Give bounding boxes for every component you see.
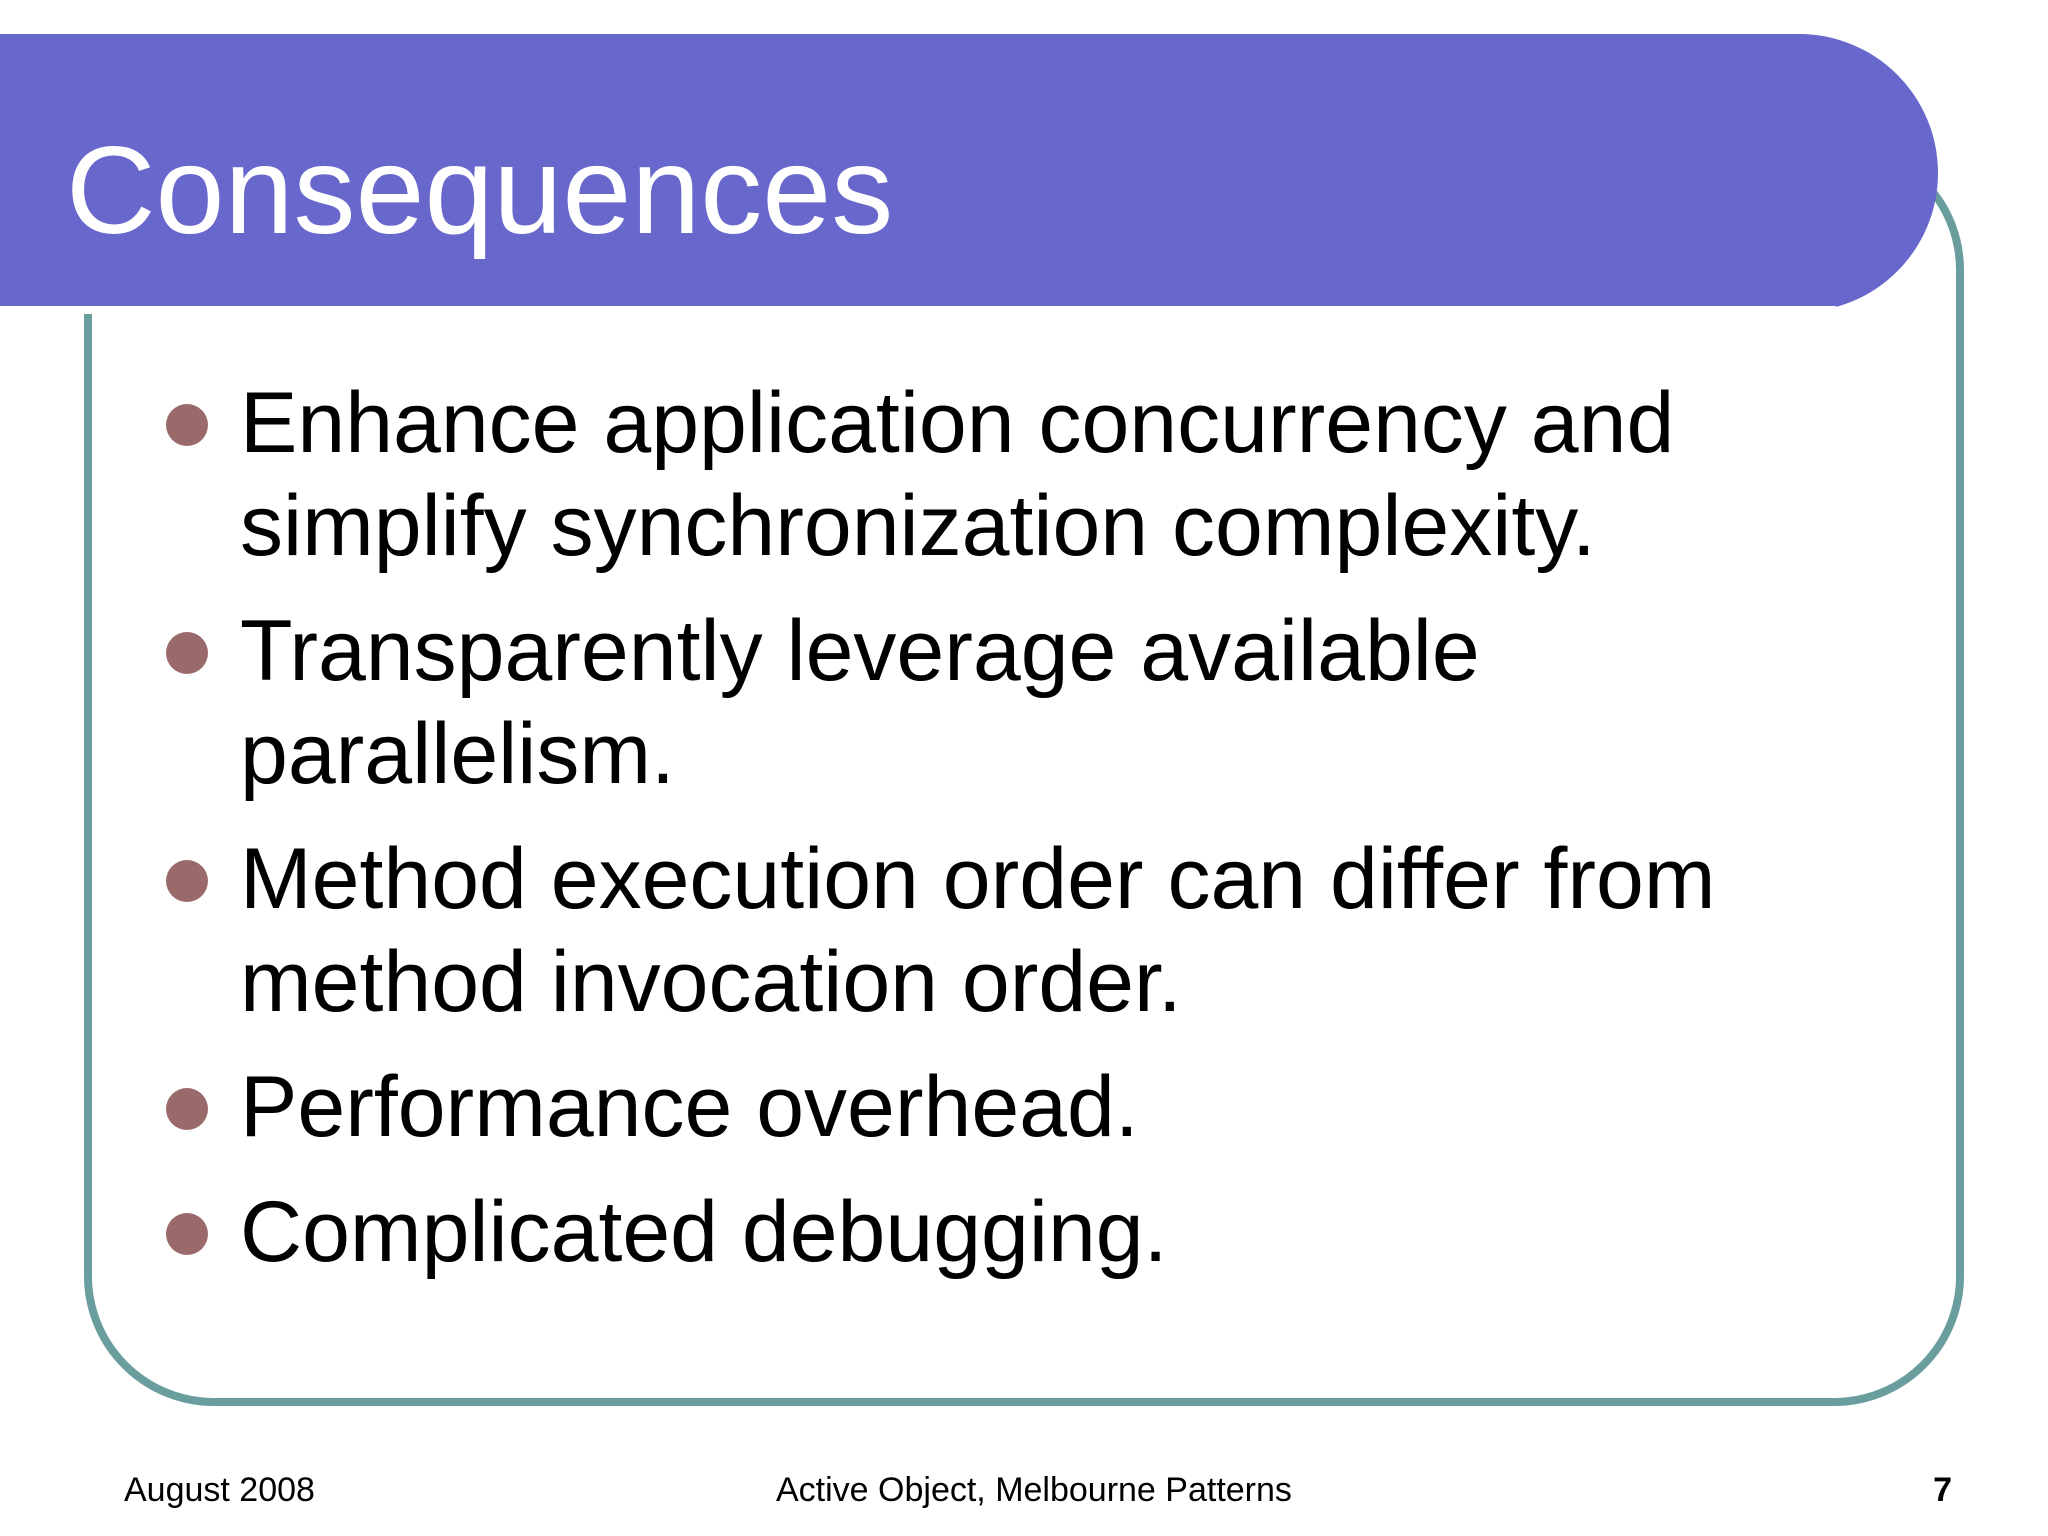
footer-presentation-name: Active Object, Melbourne Patterns <box>776 1471 1292 1509</box>
bullet-dot-icon <box>166 632 208 674</box>
bullet-text: Enhance application concurrency and simplify synchronization complexity. <box>240 375 1675 574</box>
page-number: 7 <box>1933 1471 1952 1509</box>
title-underline <box>0 306 1836 314</box>
bullet-text: Transparently leverage available parallelism. <box>240 603 1480 802</box>
bullet-text: Performance overhead. <box>240 1059 1139 1155</box>
bullet-item <box>160 1056 1890 1159</box>
bullet-text: Complicated debugging. <box>240 1184 1168 1280</box>
bullet-item <box>160 1181 1890 1284</box>
bullet-item <box>160 600 1890 806</box>
bullet-text: Method execution order can differ from method invocation order. <box>240 831 1716 1030</box>
bullet-list <box>160 372 1890 1306</box>
bullet-dot-icon <box>166 1213 208 1255</box>
bullet-dot-icon <box>166 860 208 902</box>
bullet-dot-icon <box>166 404 208 446</box>
title-bar <box>0 34 1938 312</box>
bullet-dot-icon <box>166 1088 208 1130</box>
bullet-item <box>160 372 1890 578</box>
bullet-item <box>160 828 1890 1034</box>
footer-date: August 2008 <box>124 1471 315 1509</box>
slide-title: Consequences <box>66 122 894 260</box>
